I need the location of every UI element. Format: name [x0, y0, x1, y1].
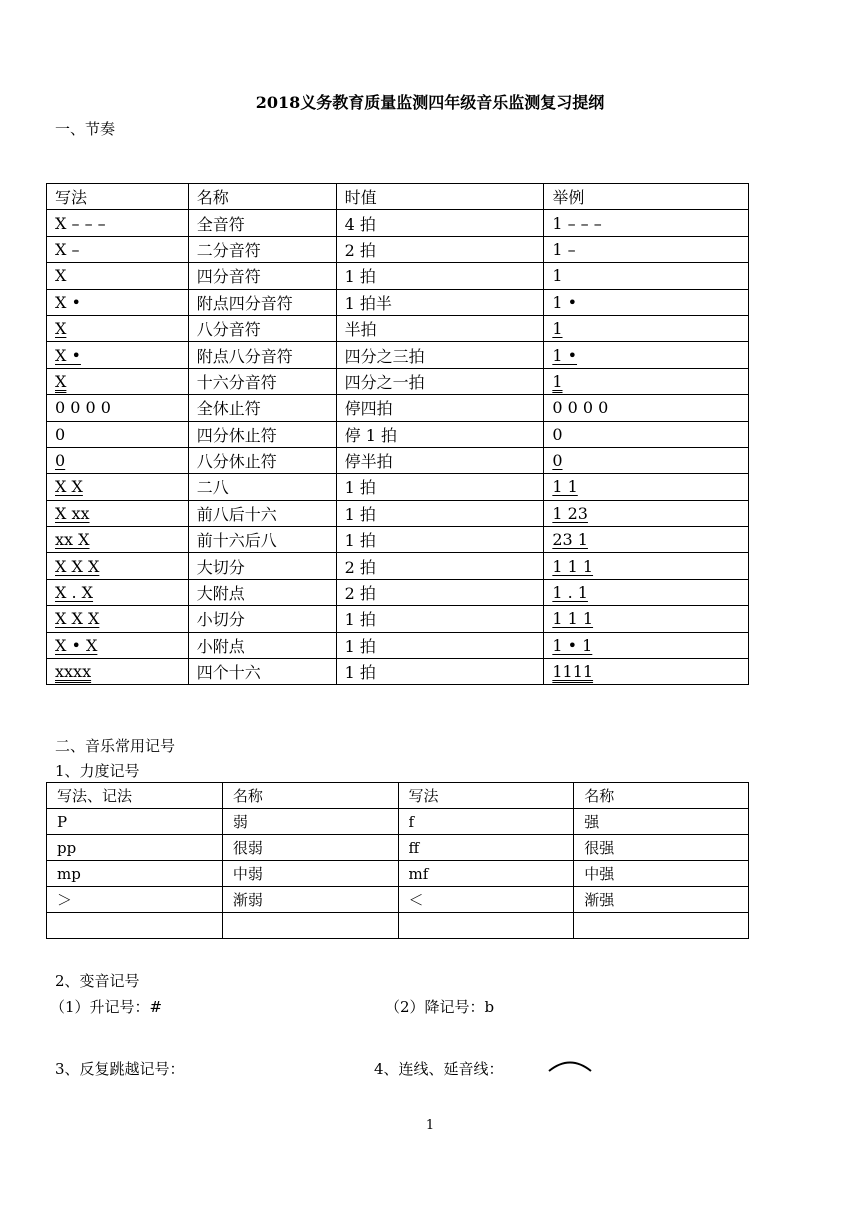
notation-cell [47, 632, 189, 658]
cell-text: 大附点 [196, 584, 245, 604]
cell-text: X [55, 319, 67, 339]
duration-cell [336, 289, 544, 315]
notation-cell [47, 342, 189, 368]
notation-cell [398, 913, 574, 939]
cell-text: 停 1 拍 [344, 425, 398, 445]
rhythm-header-row [47, 184, 749, 210]
duration-cell [336, 342, 544, 368]
header-duration: 时值 [336, 184, 544, 210]
example-cell [544, 527, 749, 553]
duration-cell [336, 315, 544, 341]
name-cell [574, 913, 749, 939]
notation-cell [47, 289, 189, 315]
table-row [47, 606, 749, 632]
notation-cell: ＞ [47, 887, 223, 913]
duration-cell [336, 500, 544, 526]
notation-cell: ff [398, 835, 574, 861]
table-row [47, 527, 749, 553]
accidentals-heading: 2、变音记号 [55, 972, 140, 990]
cell-text: X • [55, 345, 81, 365]
name-cell [188, 421, 336, 447]
section-symbols-heading: 二、音乐常用记号 [55, 737, 176, 755]
name-cell [188, 447, 336, 473]
notation-cell: f [398, 809, 574, 835]
cell-text: 四分之一拍 [344, 372, 425, 392]
cell-text: 附点四分音符 [196, 293, 293, 313]
example-cell [544, 474, 749, 500]
notation-cell [47, 447, 189, 473]
cell-text: 1 • 1 [552, 635, 593, 655]
duration-cell [336, 210, 544, 236]
example-cell [544, 447, 749, 473]
cell-text: 23 1 [552, 530, 588, 550]
cell-text: X xx [55, 503, 90, 523]
name-cell [188, 579, 336, 605]
name-cell [188, 263, 336, 289]
cell-text: 二分音符 [196, 240, 261, 260]
slur-icon [546, 1058, 594, 1074]
cell-text: 0 [552, 424, 563, 444]
slur-tie-heading: 4、连线、延音线： [374, 1060, 504, 1078]
table-row [47, 447, 749, 473]
notation-cell [47, 210, 189, 236]
header-name: 名称 [574, 783, 749, 809]
duration-cell [336, 553, 544, 579]
flat-sign-text: （2）降记号：b [385, 998, 495, 1016]
cell-text: 1 [552, 319, 563, 339]
cell-text: 0 [55, 451, 66, 471]
cell-text: 1 1 1 [552, 609, 594, 629]
name-cell [188, 236, 336, 262]
notation-cell [47, 579, 189, 605]
cell-text: 1 拍 [344, 610, 376, 630]
duration-cell [336, 659, 544, 685]
notation-cell [47, 659, 189, 685]
name-cell [188, 659, 336, 685]
name-cell [188, 395, 336, 421]
notation-cell: mf [398, 861, 574, 887]
section-rhythm-heading: 一、节奏 [55, 120, 116, 138]
cell-text: 前十六后八 [196, 531, 277, 551]
cell-text: 八分休止符 [196, 452, 277, 472]
cell-text: 1 – – – [552, 213, 602, 233]
example-cell [544, 210, 749, 236]
cell-text: 小切分 [196, 610, 245, 630]
example-cell [544, 421, 749, 447]
notation-cell [47, 395, 189, 421]
example-cell [544, 659, 749, 685]
notation-cell [47, 368, 189, 394]
name-cell [222, 913, 398, 939]
table-row [47, 553, 749, 579]
table-row [47, 887, 749, 913]
table-row [47, 835, 749, 861]
header-notation: 写法、记法 [47, 783, 223, 809]
example-cell [544, 395, 749, 421]
cell-text: 二八 [196, 478, 229, 498]
table-row [47, 368, 749, 394]
dynamics-header-row [47, 783, 749, 809]
notation-cell [47, 606, 189, 632]
cell-text: X [55, 371, 67, 391]
notation-cell [47, 421, 189, 447]
cell-text: X X X [55, 609, 100, 629]
repeat-sign-heading: 3、反复跳越记号： [55, 1060, 185, 1078]
name-cell [188, 342, 336, 368]
dynamics-heading: 1、力度记号 [55, 762, 140, 780]
example-cell [544, 315, 749, 341]
cell-text: 八分音符 [196, 320, 261, 340]
cell-text: 1 • [552, 345, 578, 365]
cell-text: X . X [55, 583, 94, 603]
cell-text: 2 拍 [344, 557, 376, 577]
duration-cell [336, 263, 544, 289]
cell-text: X • X [55, 635, 98, 655]
notation-cell [47, 913, 223, 939]
header-name: 名称 [222, 783, 398, 809]
notation-cell: mp [47, 861, 223, 887]
cell-text: 停半拍 [344, 452, 393, 472]
notation-cell: P [47, 809, 223, 835]
table-row [47, 263, 749, 289]
example-cell [544, 606, 749, 632]
table-row [47, 500, 749, 526]
cell-text: 半拍 [344, 320, 377, 340]
cell-text: xxxx [55, 662, 92, 682]
cell-text: 1 拍 [344, 478, 376, 498]
table-row [47, 579, 749, 605]
duration-cell [336, 632, 544, 658]
cell-text: 0 0 0 0 [55, 398, 111, 418]
duration-cell [336, 474, 544, 500]
name-cell [188, 632, 336, 658]
name-cell: 渐强 [574, 887, 749, 913]
notation-cell [47, 553, 189, 579]
cell-text: X – – – [55, 213, 106, 233]
example-cell [544, 579, 749, 605]
table-row [47, 474, 749, 500]
table-row [47, 421, 749, 447]
name-cell: 强 [574, 809, 749, 835]
cell-text: 1 拍 [344, 663, 376, 683]
cell-text: 1 拍 [344, 636, 376, 656]
notation-cell [47, 474, 189, 500]
cell-text: 附点八分音符 [196, 346, 293, 366]
table-row [47, 342, 749, 368]
name-cell [188, 527, 336, 553]
name-cell: 中弱 [222, 861, 398, 887]
cell-text: X – [55, 239, 80, 259]
cell-text: 十六分音符 [196, 372, 277, 392]
cell-text: 1111 [552, 662, 594, 682]
example-cell [544, 368, 749, 394]
cell-text: xx X [55, 530, 90, 550]
table-row [47, 315, 749, 341]
cell-text: 1 [552, 371, 563, 391]
table-row [47, 659, 749, 685]
cell-text: 1 拍 [344, 531, 376, 551]
example-cell [544, 263, 749, 289]
cell-text: 四分音符 [196, 267, 261, 287]
example-cell [544, 553, 749, 579]
name-cell [188, 368, 336, 394]
cell-text: 1 1 1 [552, 556, 594, 576]
name-cell: 很弱 [222, 835, 398, 861]
notation-cell [47, 527, 189, 553]
header-name: 名称 [188, 184, 336, 210]
cell-text: X X X [55, 556, 100, 576]
header-notation: 写法 [398, 783, 574, 809]
cell-text: X • [55, 292, 81, 312]
cell-text: 大切分 [196, 557, 245, 577]
document-title: 2018义务教育质量监测四年级音乐监测复习提纲 [255, 93, 605, 112]
cell-text: 小附点 [196, 636, 245, 656]
cell-text: X X [55, 477, 83, 497]
cell-text: 1 拍半 [344, 293, 392, 313]
header-example: 举例 [544, 184, 749, 210]
table-row [47, 632, 749, 658]
header-notation: 写法 [47, 184, 189, 210]
sharp-sign-text: （1）升记号：# [50, 998, 163, 1016]
page-number: 1 [425, 1118, 435, 1133]
name-cell [188, 474, 336, 500]
cell-text: 全休止符 [196, 399, 261, 419]
notation-cell: ＜ [398, 887, 574, 913]
cell-text: 停四拍 [344, 399, 393, 419]
cell-text: 0 0 0 0 [552, 398, 609, 418]
cell-text: 1 1 [552, 477, 578, 497]
cell-text: 前八后十六 [196, 504, 277, 524]
cell-text: 4 拍 [344, 214, 376, 234]
duration-cell [336, 579, 544, 605]
example-cell [544, 289, 749, 315]
name-cell [188, 210, 336, 236]
table-row [47, 913, 749, 939]
duration-cell [336, 421, 544, 447]
rhythm-table [46, 183, 749, 685]
notation-cell [47, 500, 189, 526]
cell-text: 2 拍 [344, 240, 376, 260]
duration-cell [336, 395, 544, 421]
notation-cell [47, 263, 189, 289]
cell-text: 全音符 [196, 214, 245, 234]
example-cell [544, 500, 749, 526]
cell-text: 1 拍 [344, 504, 376, 524]
table-row [47, 289, 749, 315]
cell-text: 1 . 1 [552, 583, 588, 603]
notation-cell: pp [47, 835, 223, 861]
name-cell [188, 315, 336, 341]
duration-cell [336, 236, 544, 262]
cell-text: 四分休止符 [196, 425, 277, 445]
table-row [47, 236, 749, 262]
example-cell [544, 236, 749, 262]
name-cell: 中强 [574, 861, 749, 887]
cell-text: 0 [55, 424, 66, 444]
name-cell [188, 606, 336, 632]
cell-text: 1 23 [552, 503, 588, 523]
cell-text: 1 拍 [344, 267, 376, 287]
name-cell [188, 289, 336, 315]
name-cell: 渐弱 [222, 887, 398, 913]
duration-cell [336, 447, 544, 473]
cell-text: 0 [552, 451, 563, 471]
cell-text: 四分之三拍 [344, 346, 425, 366]
table-row [47, 395, 749, 421]
name-cell: 很强 [574, 835, 749, 861]
notation-cell [47, 315, 189, 341]
table-row [47, 809, 749, 835]
example-cell [544, 632, 749, 658]
dynamics-table [46, 782, 749, 939]
name-cell [188, 500, 336, 526]
name-cell: 弱 [222, 809, 398, 835]
duration-cell [336, 368, 544, 394]
cell-text: X [55, 266, 67, 286]
cell-text: 1 [552, 266, 563, 286]
cell-text: 四个十六 [196, 663, 261, 683]
cell-text: 2 拍 [344, 584, 376, 604]
cell-text: 1 – [552, 239, 576, 259]
example-cell [544, 342, 749, 368]
name-cell [188, 553, 336, 579]
cell-text: 1 • [552, 292, 578, 312]
notation-cell [47, 236, 189, 262]
table-row [47, 210, 749, 236]
table-row [47, 861, 749, 887]
duration-cell [336, 606, 544, 632]
duration-cell [336, 527, 544, 553]
